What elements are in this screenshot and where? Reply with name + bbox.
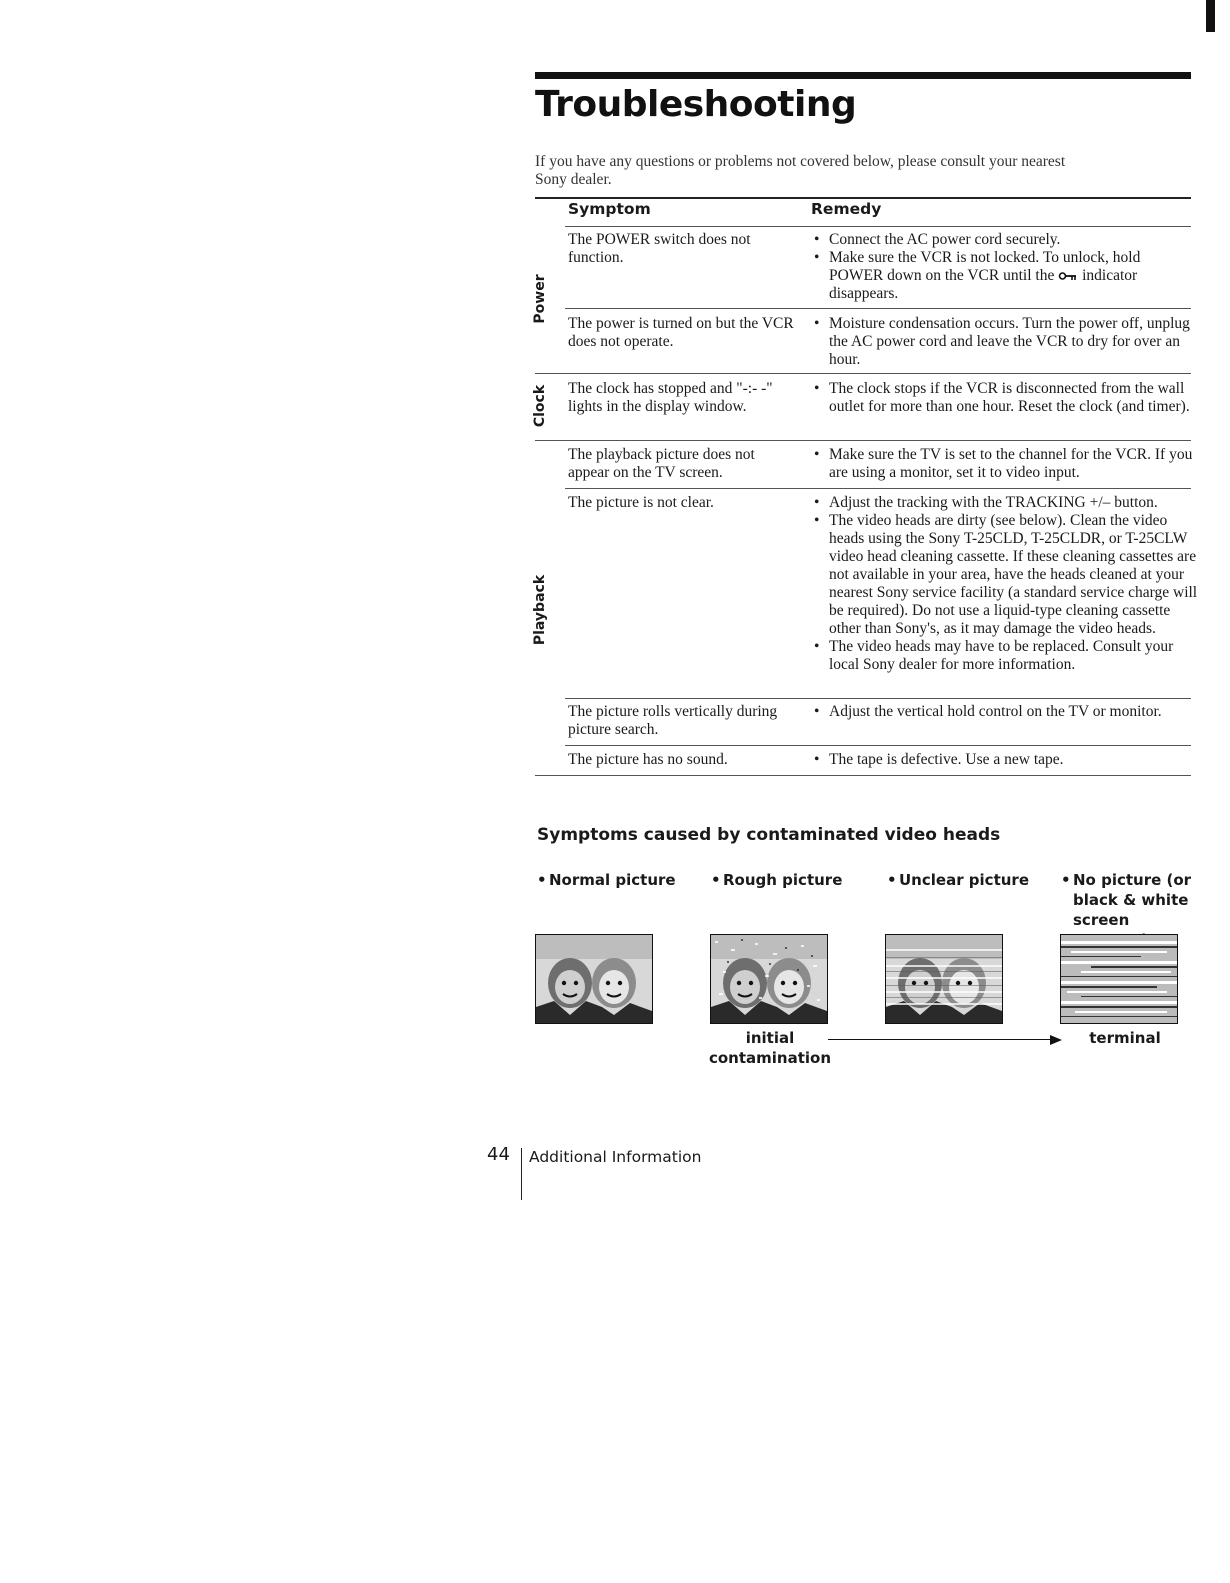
table-row-symptom: The playback picture does not appear on the TV screen. (568, 446, 755, 481)
remedy-item: • The clock stops if the VCR is disconnected from the wall outlet for more than one hour. Reset the clock (and timer). (812, 380, 1202, 416)
table-row-symptom: The power is turned on but the VCR does not operate. (568, 315, 794, 350)
table-row-remedies (812, 380, 1202, 416)
row-divider (565, 308, 1191, 309)
table-row-symptom: The picture has no sound. (568, 751, 728, 768)
remedy-item: • Adjust the vertical hold control on the TV or monitor. (812, 703, 1202, 721)
row-divider (565, 488, 1191, 489)
remedy-item: • Make sure the TV is set to the channel for the VCR. If you are using a monitor, set it to video input. (812, 446, 1202, 482)
category-divider (535, 440, 1191, 441)
table-top-rule (535, 197, 1191, 199)
intro-text: If you have any questions or problems not covered below, please consult your nearest Sony dealer. (535, 153, 1066, 188)
remedy-item: • Adjust the tracking with the TRACKING +/– button. (812, 494, 1202, 512)
table-bottom-rule (535, 775, 1191, 776)
table-row-remedies (812, 446, 1202, 482)
footer-rule (521, 1148, 522, 1200)
rough-picture-image (710, 934, 828, 1024)
unclear-picture-image (885, 934, 1003, 1024)
picture-label-rough: • Rough picture (711, 871, 843, 889)
table-row-symptom: The POWER switch does not function. (568, 231, 751, 266)
stage-label-terminal: terminal (1089, 1029, 1161, 1047)
page-edge-mark (1206, 0, 1215, 32)
table-row-remedies (812, 231, 1184, 303)
table-row-remedies (812, 315, 1202, 369)
picture-label-no-picture: • No picture (or black & white screen (1061, 871, 1192, 929)
contamination-section-title: Symptoms caused by contaminated video heads (537, 825, 1001, 845)
page-number: 44 (487, 1144, 510, 1165)
remedy-column-header: Remedy (811, 200, 882, 218)
key-lock-icon (1058, 271, 1078, 281)
remedy-item: • Moisture condensation occurs. Turn the power off, unplug the AC power cord and leave the VCR to dry for over an hour. (812, 315, 1202, 369)
no-picture-image (1060, 934, 1178, 1024)
remedy-item: • The video heads are dirty (see below). Clean the video heads using the Sony T-25CLD, T-25CLDR, or T-25CLW video head cleaning cassette. If these cleaning cassettes are not available in your area, have the heads cleaned at your nearest Sony service facility (a standard service charge will be required). Do not use a liquid-type cleaning cassette other than Sony's, as it may damage the video heads. (812, 512, 1202, 638)
remedy-item: • The video heads may have to be replaced. Consult your local Sony dealer for more information. (812, 638, 1202, 674)
table-row-symptom: The picture is not clear. (568, 494, 714, 511)
table-row-symptom: The clock has stopped and "-:- -" lights in the display window. (568, 380, 773, 415)
page-title: Troubleshooting (535, 84, 857, 125)
row-divider (565, 698, 1191, 699)
remedy-item: • Connect the AC power cord securely. (812, 231, 1184, 249)
symptom-column-header: Symptom (568, 200, 651, 218)
table-row-remedies (812, 494, 1202, 674)
table-header-rule (565, 226, 1191, 227)
picture-label-normal: • Normal picture (537, 871, 676, 889)
arrow-right-icon (1050, 1035, 1062, 1045)
table-row-remedies (812, 703, 1202, 721)
normal-picture-image (535, 934, 653, 1024)
title-rule (535, 72, 1191, 79)
category-divider (535, 373, 1191, 374)
picture-label-unclear: • Unclear picture (887, 871, 1029, 889)
stage-label-initial: initial contamination (708, 1029, 832, 1067)
row-divider (565, 745, 1191, 746)
contamination-progress-arrow (828, 1039, 1052, 1040)
table-row-symptom: The picture rolls vertically during picture search. (568, 703, 778, 738)
remedy-item: • Make sure the VCR is not locked. To unlock, hold POWER down on the VCR until the indicator disappears. (812, 249, 1184, 303)
table-row-remedies (812, 751, 1202, 769)
footer-section-name: Additional Information (529, 1148, 702, 1166)
remedy-item: • The tape is defective. Use a new tape. (812, 751, 1202, 769)
